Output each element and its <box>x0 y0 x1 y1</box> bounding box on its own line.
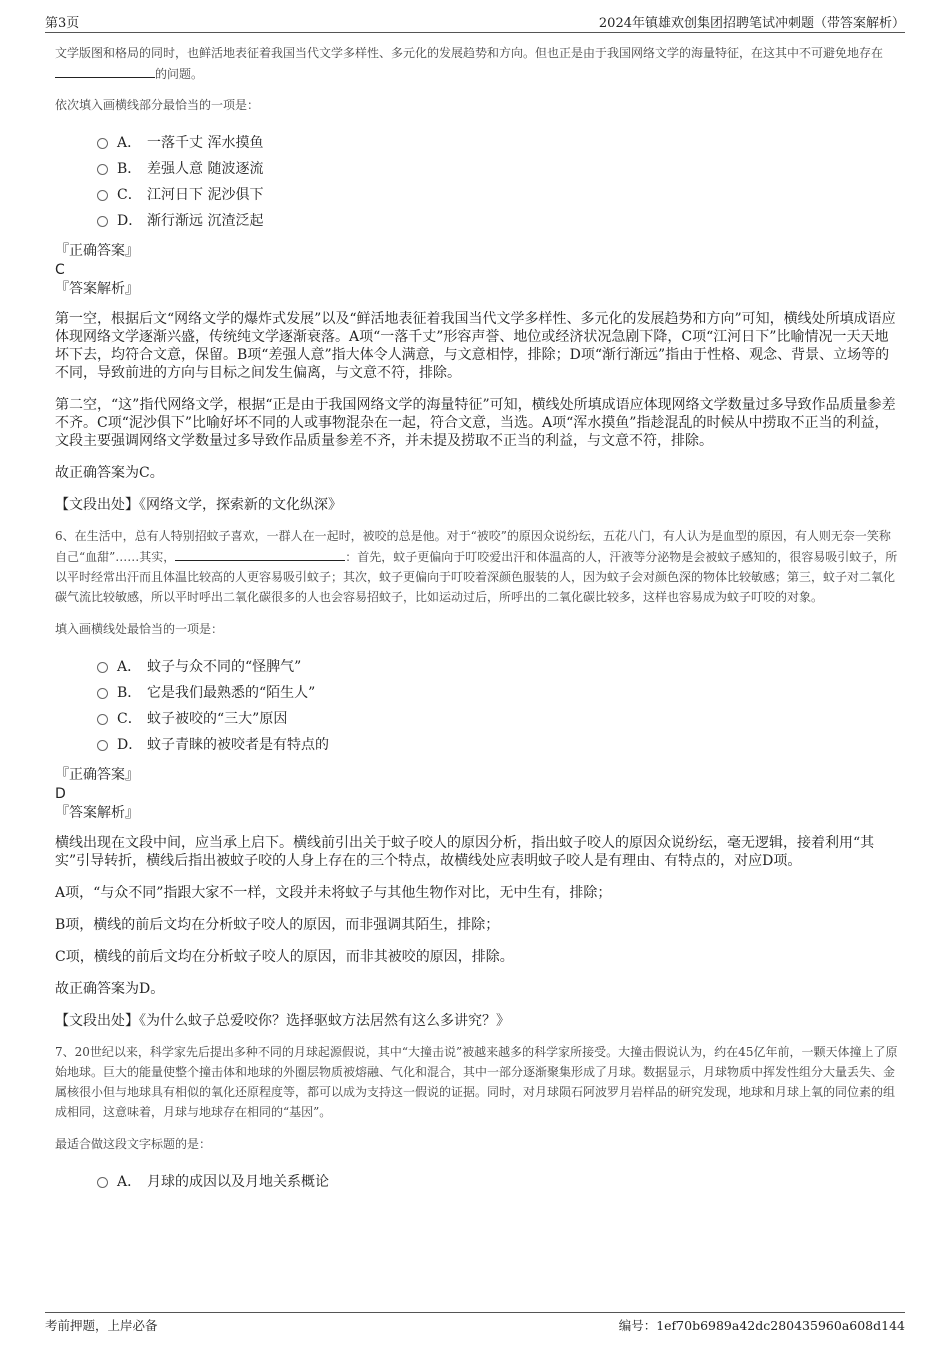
page-header <box>45 10 905 33</box>
q6-option-d[interactable] <box>97 731 898 757</box>
option-letter: C． <box>117 187 142 203</box>
option-text: 一落千丈 浑水摸鱼 <box>147 135 264 151</box>
page-footer <box>45 1312 905 1335</box>
q5-answer: C <box>55 262 65 278</box>
q7-prompt: 最适合做这段文字标题的是： <box>55 1137 212 1151</box>
radio-icon[interactable] <box>97 138 108 149</box>
q6-passage-part-a: 6、在生活中，总有人特别招蚊子喜欢，一群人在一起时，被咬的总是他。对于“被咬”的原因众说纷纭，五花八门，有人认为是血型的原因，有人则无奈一笑称自己“血甜”……其实， <box>55 529 891 564</box>
option-letter: A． <box>117 1174 142 1190</box>
q5-option-c[interactable] <box>97 181 898 207</box>
option-text: 月球的成因以及月地关系概论 <box>147 1174 329 1190</box>
radio-icon[interactable] <box>97 688 108 699</box>
radio-icon[interactable] <box>97 740 108 751</box>
option-text: 江河日下 泥沙俱下 <box>147 187 264 203</box>
footer-slogan: 考前押题，上岸必备 <box>45 1318 158 1333</box>
q5-conclusion: 故正确答案为C。 <box>55 465 164 481</box>
q7-passage: 7、20世纪以来，科学家先后提出多种不同的月球起源假说，其中“大撞击说”被越来越多的科学家所接受。大撞击假说认为，约在45亿年前，一颗天体撞上了原始地球。巨大的能量使整个撞击体和地球的外圈层物质被熔融、气化和混合，其中一部分逐渐聚集形成了月球。数据显示，月球物质中挥发性组分大量丢失、金属核很小但与地球具有相似的氧化还原程度等，都可以成为支持这一假说的证据。同时，对月球陨石阿波罗月岩样品的研究发现，地球和月球上氧的同位素的组成相同，这意味着，月球与地球存在相同的“基因”。 <box>55 1045 898 1119</box>
q6-analysis-1: 横线出现在文段中间，应当承上启下。横线前引出关于蚊子咬人的原因分析，指出蚊子咬人的原因众说纷纭，毫无逻辑，接着利用“其实”引导转折，横线后指出被蚊子咬的人身上存在的三个特点，故横线处应表明蚊子咬人是有理由、有特点的，对应D项。 <box>55 835 875 869</box>
q5-blank <box>55 63 155 78</box>
option-text: 渐行渐远 沉渣泛起 <box>147 213 264 229</box>
q5-source: 【文段出处】《网络文学，探索新的文化纵深》 <box>55 497 342 513</box>
q6-analysis-4: C项，横线的前后文均在分析蚊子咬人的原因，而非其被咬的原因，排除。 <box>55 949 514 965</box>
q7-option-a[interactable] <box>97 1168 898 1194</box>
q5-option-b[interactable] <box>97 155 898 181</box>
document-id: 编号：1ef70b6989a42dc280435960a608d144 <box>618 1318 905 1333</box>
q6-passage-part-b: ：首先，蚊子更偏向于叮咬爱出汗和体温高的人，汗液等分泌物是会被蚊子感知的，很容易吸引蚊子，所以平时经常出汗而且体温比较高的人更容易吸引蚊子；其次，蚊子更偏向于叮咬着深颜色服装的人，因为蚊子会对颜色深的物体比较敏感；第三，蚊子对二氧化碳气流比较敏感，所以平时呼出二氧化碳很多的人也会容易招蚊子，比如运动过后，所呼出的二氧化碳比较多，这样也容易成为蚊子叮咬的对象。 <box>55 550 898 604</box>
q5-passage-part-a: 文学版图和格局的同时，也鲜活地表征着我国当代文学多样性、多元化的发展趋势和方向。但也正是由于我国网络文学的海量特征，在这其中不可避免地存在 <box>55 46 884 60</box>
q5-option-d[interactable] <box>97 207 898 233</box>
radio-icon[interactable] <box>97 714 108 725</box>
q6-analysis-2: A项，“与众不同”指跟大家不一样，文段并未将蚊子与其他生物作对比，无中生有，排除； <box>55 885 612 901</box>
q6-option-a[interactable] <box>97 653 898 679</box>
q5-options <box>97 129 898 233</box>
radio-icon[interactable] <box>97 1177 108 1188</box>
q6-answer-tag: 『正确答案』 <box>55 767 139 783</box>
q6-analysis-tag: 『答案解析』 <box>55 805 139 821</box>
q5-analysis-2: 第二空，“这”指代网络文学，根据“正是由于我国网络文学的海量特征”可知，横线处所填成语应体现网络文学数量过多导致作品质量参差不齐。C项“泥沙俱下”比喻好坏不同的人或事物混杂在一起，符合文意，当选。A项“浑水摸鱼”指趁混乱的时候从中捞取不正当的利益，文段主要强调网络文学数量过多导致作品质量参差不齐，并未提及捞取不正当的利益，与文意不符，排除。 <box>55 397 896 449</box>
q5-option-a[interactable] <box>97 129 898 155</box>
option-letter: D． <box>117 737 143 753</box>
q6-options <box>97 653 898 757</box>
q6-answer: D <box>55 786 66 802</box>
option-letter: B． <box>117 161 142 177</box>
option-letter: D． <box>117 213 143 229</box>
option-text: 蚊子与众不同的“怪脾气” <box>147 659 302 675</box>
q6-analysis-3: B项，横线的前后文均在分析蚊子咬人的原因，而非强调其陌生，排除； <box>55 917 500 933</box>
q6-blank <box>175 546 345 561</box>
option-letter: B． <box>117 685 142 701</box>
option-text: 差强人意 随波逐流 <box>147 161 264 177</box>
option-letter: A． <box>117 135 142 151</box>
q6-source: 【文段出处】《为什么蚊子总爱咬你？选择驱蚊方法居然有这么多讲究？》 <box>55 1013 510 1029</box>
option-letter: C． <box>117 711 142 727</box>
option-text: 蚊子青睐的被咬者是有特点的 <box>147 737 329 753</box>
document-title: 2024年镇雄欢创集团招聘笔试冲刺题（带答案解析） <box>598 16 905 31</box>
q5-passage <box>55 43 898 84</box>
page-number: 第3页 <box>45 16 80 31</box>
q6-option-c[interactable] <box>97 705 898 731</box>
q6-conclusion: 故正确答案为D。 <box>55 981 165 997</box>
q7-options <box>97 1168 898 1194</box>
radio-icon[interactable] <box>97 216 108 227</box>
q6-option-b[interactable] <box>97 679 898 705</box>
q5-answer-tag: 『正确答案』 <box>55 243 139 259</box>
option-text: 它是我们最熟悉的“陌生人” <box>147 685 316 701</box>
q5-analysis-1: 第一空，根据后文“网络文学的爆炸式发展”以及“鲜活地表征着我国当代文学多样性、多元化的发展趋势和方向”可知，横线处所填成语应体现网络文学逐渐兴盛，传统纯文学逐渐衰落。A项“一落千丈”形容声誉、地位或经济状况急剧下降，C项“江河日下”比喻情况一天天地坏下去，均符合文意，保留。B项“差强人意”指大体令人满意，与文意相悖，排除；D项“渐行渐远”指由于性格、观念、背景、立场等的不同，导致前进的方向与目标之间发生偏离，与文意不符，排除。 <box>55 311 896 381</box>
q5-analysis-tag: 『答案解析』 <box>55 281 139 297</box>
radio-icon[interactable] <box>97 164 108 175</box>
radio-icon[interactable] <box>97 662 108 673</box>
radio-icon[interactable] <box>97 190 108 201</box>
q5-passage-part-b: 的问题。 <box>155 67 204 81</box>
q6-prompt: 填入画横线处最恰当的一项是： <box>55 622 224 636</box>
option-text: 蚊子被咬的“三大”原因 <box>147 711 288 727</box>
q6-passage <box>55 526 898 607</box>
q5-prompt: 依次填入画横线部分最恰当的一项是： <box>55 98 260 112</box>
option-letter: A． <box>117 659 142 675</box>
page-content <box>55 43 898 1194</box>
